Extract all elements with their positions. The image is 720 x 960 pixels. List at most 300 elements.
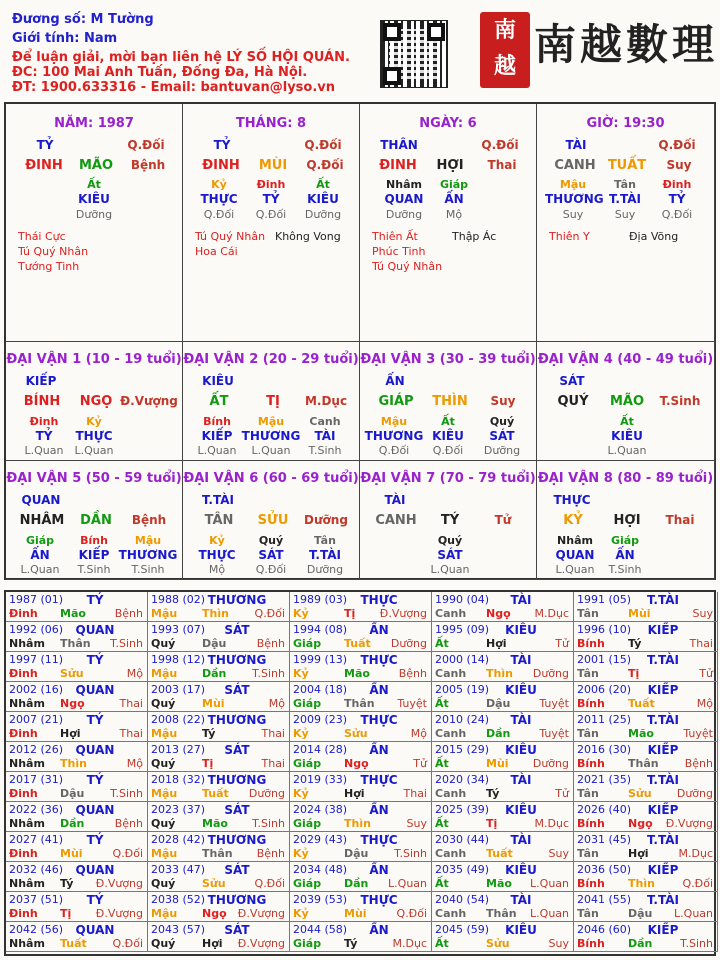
hidden-stem: Ất — [620, 415, 634, 428]
year-star: KIÊU — [505, 683, 537, 697]
dai-van-star: ẤN — [385, 374, 405, 388]
hidden-star: ẤN — [30, 548, 50, 562]
year-star: TỶ — [86, 893, 104, 907]
hidden-star: T.TÀI — [609, 192, 641, 206]
year-branch: Thân — [60, 637, 91, 650]
year-stem: Nhâm — [9, 637, 45, 650]
year-branch: Dậu — [344, 847, 369, 860]
year-label: 2034 (48) — [293, 863, 348, 876]
year-cell — [148, 772, 290, 802]
pillar-grid — [4, 102, 716, 580]
year-label: 2025 (39) — [435, 803, 490, 816]
year-state: Thai — [689, 637, 713, 650]
year-cell — [148, 652, 290, 682]
pillar-cell — [537, 104, 715, 342]
phone-email-line: ĐT: 1900.633316 - Email: bantuvan@lyso.vn — [12, 80, 336, 95]
year-branch: Ngọ — [628, 817, 653, 830]
year-cell — [574, 742, 718, 772]
year-label: 2042 (56) — [9, 923, 64, 936]
year-star: THƯƠNG — [207, 893, 267, 907]
year-star: THỰC — [360, 773, 398, 787]
year-label: 2044 (58) — [293, 923, 348, 936]
year-stem: Canh — [435, 607, 467, 620]
hidden-stem: Giáp — [439, 178, 469, 191]
year-star: SÁT — [224, 683, 250, 697]
year-state: Bệnh — [256, 847, 285, 860]
year-label: 2013 (27) — [151, 743, 206, 756]
year-state: Tuyệt — [397, 697, 427, 710]
year-branch: Mùi — [486, 757, 509, 770]
year-branch: Thân — [486, 907, 517, 920]
pillar-branch: MÃO — [78, 158, 114, 173]
year-branch: Tý — [202, 727, 216, 740]
dai-van-state: Tử — [494, 513, 512, 527]
year-stem: Bính — [577, 697, 605, 710]
dai-van-branch: DẦN — [80, 513, 112, 528]
hidden-relation: L.Quan — [20, 563, 60, 576]
year-cell — [290, 652, 432, 682]
year-stem: Ất — [435, 817, 449, 830]
year-cell — [6, 682, 148, 712]
year-star: T.TÀI — [647, 713, 679, 727]
hidden-relation: L.Quan — [607, 444, 647, 457]
year-stem: Ất — [435, 937, 449, 950]
year-cell — [148, 862, 290, 892]
year-cell — [432, 862, 574, 892]
shensha-note: Hoa Cái — [195, 245, 238, 258]
dai-van-state: Đ.Vượng — [120, 394, 178, 408]
year-state: Bệnh — [398, 667, 427, 680]
year-stem: Giáp — [293, 937, 322, 950]
hidden-star: QUAN — [555, 548, 595, 562]
year-stem: Kỷ — [293, 607, 309, 620]
year-cell — [290, 682, 432, 712]
year-branch: Sửu — [344, 727, 368, 740]
dai-van-branch: SỬU — [257, 513, 289, 528]
hidden-relation: L.Quan — [24, 444, 64, 457]
year-branch: Thìn — [628, 877, 655, 890]
year-state: Dưỡng — [532, 757, 569, 770]
year-stem: Đinh — [9, 787, 38, 800]
year-star: THỰC — [360, 713, 398, 727]
shensha-note: Tú Quý Nhân — [195, 230, 266, 243]
hidden-star: KIẾP — [201, 429, 233, 443]
dai-van-title: ĐẠI VẬN 1 (10 - 19 tuổi) — [6, 352, 182, 367]
year-branch: Thìn — [202, 607, 229, 620]
year-star: SÁT — [224, 743, 250, 757]
year-label: 2019 (33) — [293, 773, 348, 786]
hidden-star: QUAN — [384, 192, 424, 206]
hidden-relation: Q.Đối — [661, 208, 693, 221]
shensha-note: Thiên Ất — [372, 230, 418, 243]
dai-van-title: ĐẠI VẬN 5 (50 - 59 tuổi) — [6, 471, 182, 486]
dai-van-branch: MÃO — [609, 394, 645, 409]
pillar-stem: ĐINH — [379, 158, 417, 173]
year-state: Tử — [413, 757, 427, 770]
year-state: Tử — [555, 787, 569, 800]
pillar-cell — [360, 104, 537, 342]
hidden-relation: Q.Đối — [203, 208, 235, 221]
year-state: M.Dục — [678, 847, 713, 860]
contact-line: Để luận giải, mời bạn liên hệ LÝ SỐ HỘI QUÁN. — [12, 50, 350, 65]
year-branch: Mùi — [344, 907, 367, 920]
hidden-stem: Đinh — [256, 178, 286, 191]
shensha-note: Tướng Tinh — [18, 260, 80, 273]
year-stem: Giáp — [293, 637, 322, 650]
shensha-note: Thiên Y — [549, 230, 590, 243]
hidden-stem: Bính — [80, 534, 108, 547]
dai-van-stem: CANH — [375, 513, 417, 528]
year-branch: Dậu — [202, 637, 227, 650]
header — [0, 0, 720, 100]
hidden-star: THƯƠNG — [241, 429, 301, 443]
hidden-stem: Bính — [203, 415, 231, 428]
year-star: TỶ — [86, 833, 104, 847]
year-label: 1988 (02) — [151, 593, 206, 606]
year-label: 1994 (08) — [293, 623, 348, 636]
year-star: KIẾP — [647, 803, 679, 817]
year-stem: Canh — [435, 907, 467, 920]
pillar-stem: CANH — [554, 158, 596, 173]
year-branch: Dậu — [628, 907, 653, 920]
hidden-relation: Dưỡng — [75, 208, 113, 221]
dai-van-star: QUAN — [21, 493, 61, 507]
year-state: Bệnh — [114, 607, 143, 620]
brand-logo: 南越數理 — [534, 20, 719, 69]
year-label: 2038 (52) — [151, 893, 206, 906]
hidden-star: KIÊU — [78, 192, 110, 206]
year-cell — [432, 652, 574, 682]
dai-van-star: SÁT — [559, 374, 585, 388]
year-state: Bệnh — [256, 637, 285, 650]
year-label: 2040 (54) — [435, 893, 490, 906]
year-label: 2022 (36) — [9, 803, 64, 816]
hidden-relation: Mộ — [445, 208, 463, 221]
year-branch: Tị — [486, 817, 498, 830]
year-cell — [432, 922, 574, 952]
year-cell — [6, 832, 148, 862]
year-stem: Ất — [435, 637, 449, 650]
hidden-star: THỰC — [198, 548, 236, 562]
year-state: Đ.Vượng — [237, 937, 285, 950]
year-branch: Mão — [486, 877, 512, 890]
year-stem: Giáp — [293, 817, 322, 830]
year-stem: Nhâm — [9, 757, 45, 770]
pillar-branch: MÙI — [258, 158, 288, 173]
year-cell — [574, 652, 718, 682]
year-cell — [6, 922, 148, 952]
year-star: T.TÀI — [647, 593, 679, 607]
year-stem: Bính — [577, 637, 605, 650]
year-stem: Tân — [577, 667, 599, 680]
year-branch: Dần — [344, 877, 369, 890]
hidden-stem: Canh — [309, 415, 341, 428]
year-cell — [148, 892, 290, 922]
year-state: Suy — [548, 937, 569, 950]
year-cell — [432, 892, 574, 922]
year-state: M.Dục — [392, 937, 427, 950]
year-star: ẤN — [369, 743, 389, 757]
year-star: SÁT — [224, 863, 250, 877]
dai-van-stem: TÂN — [204, 513, 234, 528]
hidden-relation: L.Quan — [430, 563, 470, 576]
year-star: THƯƠNG — [207, 593, 267, 607]
year-state: Dưỡng — [532, 667, 569, 680]
year-label: 2015 (29) — [435, 743, 490, 756]
year-state: Dưỡng — [390, 637, 427, 650]
year-stem: Mậu — [151, 847, 178, 860]
year-label: 2004 (18) — [293, 683, 348, 696]
year-stem: Bính — [577, 817, 605, 830]
pillar-top-star: TỶ — [36, 138, 54, 152]
year-stem: Canh — [435, 667, 467, 680]
year-label: 1992 (06) — [9, 623, 64, 636]
year-star: ẤN — [369, 623, 389, 637]
year-cell — [432, 712, 574, 742]
year-stem: Mậu — [151, 607, 178, 620]
dai-van-cell — [537, 342, 715, 461]
year-stem: Tân — [577, 907, 599, 920]
hidden-star: TÀI — [314, 429, 336, 443]
dai-van-cell — [360, 461, 537, 580]
year-label: 2008 (22) — [151, 713, 206, 726]
year-cell — [6, 592, 148, 622]
hidden-star: TỶ — [668, 192, 686, 206]
year-star: T.TÀI — [647, 773, 679, 787]
hidden-star: THƯƠNG — [364, 429, 424, 443]
dai-van-title: ĐẠI VẬN 6 (60 - 69 tuổi) — [183, 471, 359, 486]
year-stem: Mậu — [151, 907, 178, 920]
seal-logo-icon: 南 越 — [480, 12, 530, 88]
year-stem: Canh — [435, 787, 467, 800]
year-label: 2001 (15) — [577, 653, 632, 666]
hidden-relation: T.Sinh — [77, 563, 111, 576]
year-state: Mộ — [696, 697, 713, 710]
year-state: T.Sinh — [252, 667, 285, 680]
year-label: 2023 (37) — [151, 803, 206, 816]
year-star: TÀI — [510, 773, 532, 787]
year-branch: Ngọ — [486, 607, 511, 620]
yearly-luck-table — [4, 590, 716, 956]
year-branch: Thìn — [486, 667, 513, 680]
year-star: THƯƠNG — [207, 773, 267, 787]
year-cell — [6, 712, 148, 742]
year-star: TỶ — [86, 593, 104, 607]
dai-van-state: Suy — [490, 394, 516, 408]
year-star: TÀI — [510, 893, 532, 907]
year-label: 2039 (53) — [293, 893, 348, 906]
pillar-branch-state: Suy — [666, 158, 692, 172]
dai-van-title: ĐẠI VẬN 4 (40 - 49 tuổi) — [537, 352, 714, 367]
year-branch: Thìn — [344, 817, 371, 830]
pillar-branch-state: Bệnh — [130, 158, 166, 172]
year-label: 2032 (46) — [9, 863, 64, 876]
hidden-relation: L.Quan — [251, 444, 291, 457]
year-branch: Tuất — [344, 637, 371, 650]
year-stem: Kỷ — [293, 787, 309, 800]
year-cell — [148, 922, 290, 952]
pillar-title: NGÀY: 6 — [419, 116, 477, 131]
year-cell — [6, 892, 148, 922]
hidden-relation: Dưỡng — [306, 563, 344, 576]
dai-van-state: T.Sinh — [659, 394, 701, 408]
year-stem: Mậu — [151, 787, 178, 800]
year-stem: Bính — [577, 937, 605, 950]
year-cell — [148, 802, 290, 832]
year-branch: Tý — [60, 877, 74, 890]
year-label: 2000 (14) — [435, 653, 490, 666]
year-branch: Mão — [202, 817, 228, 830]
year-branch: Hợi — [628, 847, 649, 860]
hidden-star: ẤN — [615, 548, 635, 562]
year-label: 2033 (47) — [151, 863, 206, 876]
dai-van-star: T.TÀI — [202, 493, 234, 507]
dai-van-branch: THÌN — [432, 394, 468, 409]
year-cell — [148, 742, 290, 772]
year-branch: Tị — [344, 607, 356, 620]
year-star: KIÊU — [505, 863, 537, 877]
year-state: Mộ — [126, 757, 143, 770]
year-label: 2030 (44) — [435, 833, 490, 846]
address-line: ĐC: 100 Mai Anh Tuấn, Đống Đa, Hà Nội. — [12, 65, 308, 80]
hidden-stem: Tân — [614, 178, 636, 191]
year-label: 1997 (11) — [9, 653, 64, 666]
year-label: 2006 (20) — [577, 683, 632, 696]
year-label: 2010 (24) — [435, 713, 490, 726]
year-stem: Đinh — [9, 907, 38, 920]
year-star: KIẾP — [647, 863, 679, 877]
hidden-star: ẤN — [444, 192, 464, 206]
year-label: 2016 (30) — [577, 743, 632, 756]
year-stem: Nhâm — [9, 937, 45, 950]
dai-van-stem: KỶ — [563, 513, 583, 528]
dai-van-stem: NHÂM — [19, 513, 65, 528]
pillar-top-relation: Q.Đối — [127, 138, 165, 152]
hidden-star: TỶ — [35, 429, 53, 443]
hidden-stem: Kỷ — [86, 415, 102, 428]
year-stem: Kỷ — [293, 847, 309, 860]
year-branch: Thân — [202, 847, 233, 860]
year-star: QUAN — [75, 803, 115, 817]
pillar-branch: TUẤT — [607, 158, 647, 173]
year-star: QUAN — [75, 683, 115, 697]
year-star: TÀI — [510, 593, 532, 607]
year-star: KIẾP — [647, 683, 679, 697]
year-label: 2029 (43) — [293, 833, 348, 846]
year-branch: Tuất — [60, 937, 87, 950]
year-cell — [6, 772, 148, 802]
year-branch: Dần — [628, 937, 653, 950]
year-label: 2036 (50) — [577, 863, 632, 876]
dai-van-cell — [183, 342, 360, 461]
dai-van-branch: NGỌ — [79, 394, 113, 409]
shensha-note: Không Vong — [275, 230, 341, 243]
year-cell — [574, 712, 718, 742]
year-branch: Tý — [486, 787, 500, 800]
hidden-star: KIÊU — [307, 192, 339, 206]
hidden-relation: Q.Đối — [432, 444, 464, 457]
dai-van-star: THỰC — [553, 493, 591, 507]
year-cell — [290, 832, 432, 862]
hidden-stem: Giáp — [610, 534, 640, 547]
year-state: T.Sinh — [110, 637, 143, 650]
year-star: SÁT — [224, 803, 250, 817]
year-star: KIÊU — [505, 923, 537, 937]
year-state: Dưỡng — [676, 787, 713, 800]
hidden-stem: Quý — [258, 534, 284, 547]
year-cell — [290, 622, 432, 652]
year-star: TÀI — [510, 833, 532, 847]
year-branch: Sửu — [486, 937, 510, 950]
pillar-top-relation: Q.Đối — [481, 138, 519, 152]
year-star: THỰC — [360, 833, 398, 847]
year-star: KIẾP — [647, 743, 679, 757]
year-cell — [432, 832, 574, 862]
hidden-star: THỰC — [75, 429, 113, 443]
year-branch: Thân — [628, 757, 659, 770]
year-cell — [432, 772, 574, 802]
year-star: THƯƠNG — [207, 653, 267, 667]
dai-van-cell — [6, 342, 183, 461]
year-cell — [290, 802, 432, 832]
year-label: 1998 (12) — [151, 653, 206, 666]
year-cell — [6, 862, 148, 892]
year-cell — [148, 592, 290, 622]
year-state: T.Sinh — [110, 787, 143, 800]
pillar-cell — [183, 104, 360, 342]
dai-van-star: KIẾP — [25, 374, 57, 388]
year-stem: Bính — [577, 757, 605, 770]
year-branch: Thìn — [60, 757, 87, 770]
year-label: 2003 (17) — [151, 683, 206, 696]
year-cell — [290, 712, 432, 742]
pillar-title: GIỜ: 19:30 — [586, 116, 665, 131]
year-cell — [574, 802, 718, 832]
qr-code-icon[interactable] — [380, 20, 448, 88]
dai-van-branch: TÝ — [440, 513, 460, 528]
year-stem: Kỷ — [293, 667, 309, 680]
dai-van-stem: ẤT — [209, 394, 229, 409]
year-branch: Sửu — [628, 787, 652, 800]
year-cell — [574, 862, 718, 892]
year-label: 2020 (34) — [435, 773, 490, 786]
hidden-relation: L.Quan — [74, 444, 114, 457]
year-star: QUAN — [75, 623, 115, 637]
dai-van-stem: GIÁP — [378, 394, 414, 409]
dai-van-state: Dưỡng — [304, 513, 348, 527]
year-stem: Ất — [435, 697, 449, 710]
hidden-stem: Mậu — [257, 415, 285, 428]
year-state: L.Quan — [388, 877, 427, 890]
year-cell — [148, 682, 290, 712]
year-star: T.TÀI — [647, 653, 679, 667]
dai-van-branch: HỢI — [613, 513, 641, 528]
year-branch: Dần — [486, 727, 511, 740]
year-stem: Kỷ — [293, 727, 309, 740]
year-stem: Đinh — [9, 667, 38, 680]
hidden-star: SÁT — [437, 548, 463, 562]
year-state: T.Sinh — [394, 847, 427, 860]
year-state: Thai — [119, 727, 143, 740]
hidden-relation: Q.Đối — [255, 563, 287, 576]
year-star: ẤN — [369, 863, 389, 877]
year-branch: Mùi — [202, 697, 225, 710]
year-stem: Kỷ — [293, 907, 309, 920]
year-branch: Tý — [628, 637, 642, 650]
dai-van-cell — [360, 342, 537, 461]
year-cell — [432, 742, 574, 772]
year-star: THƯƠNG — [207, 713, 267, 727]
